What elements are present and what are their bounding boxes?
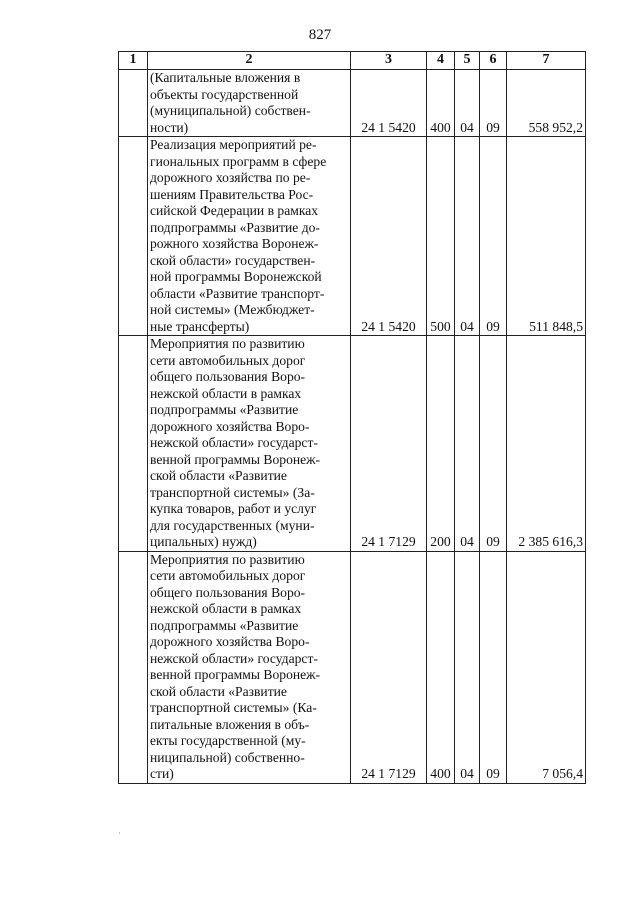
row-name-line: (муниципальной) собствен- — [150, 103, 311, 118]
row-subsection-cell: 09 — [480, 336, 507, 552]
row-name-line: ные трансферты) — [150, 318, 250, 334]
row-name-line: подпрограммы «Развитие до- — [150, 219, 320, 235]
row-name-line: ципальных) нужд) — [150, 534, 257, 549]
row-name-line: ности) — [150, 119, 189, 135]
row-name-cell — [148, 336, 351, 552]
row-name-line: дорожного хозяйства Воро- — [150, 634, 310, 649]
column-header-6: 6 — [480, 52, 507, 70]
column-header-5: 5 — [455, 52, 480, 70]
row-name-line: дорожного хозяйства по ре- — [150, 170, 311, 185]
row-section-cell: 04 — [455, 70, 480, 137]
row-name-cell — [148, 137, 351, 336]
row-number-cell — [119, 336, 148, 552]
row-name-line: общего пользования Воро- — [150, 584, 306, 600]
row-name-line: Реализация мероприятий ре- — [150, 137, 317, 152]
row-name-line: венной программы Воронеж- — [150, 667, 321, 682]
page-number: 827 — [308, 27, 332, 43]
budget-table — [118, 51, 586, 784]
row-sum-cell: 7 056,4 — [507, 551, 586, 783]
row-target-code-cell: 24 1 7129 — [351, 551, 427, 783]
row-target-code-cell: 24 1 5420 — [351, 70, 427, 137]
row-name-line: ской области «Развитие — [150, 683, 287, 699]
row-name-line: ской области» государствен- — [150, 252, 316, 268]
row-subsection-cell: 09 — [480, 70, 507, 137]
row-name-cell — [148, 551, 351, 783]
row-name-line: рожного хозяйства Воронеж- — [150, 236, 319, 251]
row-name-line: нежской области» государст- — [150, 435, 318, 450]
table-row — [119, 70, 586, 137]
row-sum-cell: 2 385 616,3 — [507, 336, 586, 552]
row-name-line: общего пользования Воро- — [150, 369, 306, 384]
row-name-line: нежской области» государст- — [150, 650, 318, 666]
row-name-line: венной программы Воронеж- — [150, 451, 321, 467]
row-name-line: подпрограммы «Развитие — [150, 402, 299, 417]
row-name-cell — [148, 70, 351, 137]
row-number-cell — [119, 551, 148, 783]
row-target-code-cell: 24 1 7129 — [351, 336, 427, 552]
row-name-line: сети автомобильных дорог — [150, 352, 306, 368]
row-name-line: объекты государственной — [150, 86, 299, 102]
row-name-line: для государственных (муни- — [150, 517, 315, 533]
row-name-line: ниципальной) собственно- — [150, 749, 305, 765]
row-name-line: нежской области в рамках — [150, 385, 302, 401]
row-name-line: сти) — [150, 766, 174, 781]
row-number-cell — [119, 137, 148, 336]
row-name-line: ской области «Развитие — [150, 468, 287, 483]
row-name-line: купка товаров, работ и услуг — [150, 501, 317, 516]
row-name-line: дорожного хозяйства Воро- — [150, 418, 310, 434]
row-name-line: транспортной системы» (За- — [150, 484, 315, 500]
row-name-line: (Капитальные вложения в — [150, 70, 301, 85]
row-name-line: Мероприятия по развитию — [150, 551, 305, 567]
row-expense-type-cell: 200 — [427, 336, 455, 552]
row-name-line: сети автомобильных дорог — [150, 568, 306, 583]
row-sum-cell: 558 952,2 — [507, 70, 586, 137]
table-row — [119, 137, 586, 336]
row-name-line: области «Развитие транспорт- — [150, 285, 325, 301]
column-header-7: 7 — [507, 52, 586, 70]
column-header-1: 1 — [119, 52, 148, 70]
row-name-line: питальные вложения в объ- — [150, 716, 310, 732]
table-row — [119, 551, 586, 783]
row-name-line: шениям Правительства Рос- — [150, 186, 314, 202]
row-name-line: нежской области в рамках — [150, 601, 302, 616]
row-expense-type-cell: 400 — [427, 70, 455, 137]
row-section-cell: 04 — [455, 551, 480, 783]
scan-mark: · — [118, 828, 121, 838]
row-subsection-cell: 09 — [480, 551, 507, 783]
column-header-2: 2 — [148, 52, 351, 70]
table-body — [119, 70, 586, 784]
row-name-line: екты государственной (му- — [150, 733, 306, 748]
row-expense-type-cell: 400 — [427, 551, 455, 783]
row-subsection-cell: 09 — [480, 137, 507, 336]
header-row — [119, 52, 586, 70]
row-sum-cell: 511 848,5 — [507, 137, 586, 336]
row-target-code-cell: 24 1 5420 — [351, 137, 427, 336]
column-header-3: 3 — [351, 52, 427, 70]
row-name-line: ной программы Воронежской — [150, 269, 322, 284]
row-name-line: транспортной системы» (Ка- — [150, 700, 317, 715]
row-name-line: подпрограммы «Развитие — [150, 617, 299, 633]
row-name-line: гиональных программ в сфере — [150, 153, 327, 169]
row-section-cell: 04 — [455, 137, 480, 336]
row-number-cell — [119, 70, 148, 137]
column-header-4: 4 — [427, 52, 455, 70]
row-name-line: Мероприятия по развитию — [150, 336, 305, 351]
row-section-cell: 04 — [455, 336, 480, 552]
row-name-line: ной системы» (Межбюджет- — [150, 302, 315, 317]
row-expense-type-cell: 500 — [427, 137, 455, 336]
row-name-line: сийской Федерации в рамках — [150, 203, 319, 218]
table-row — [119, 336, 586, 552]
